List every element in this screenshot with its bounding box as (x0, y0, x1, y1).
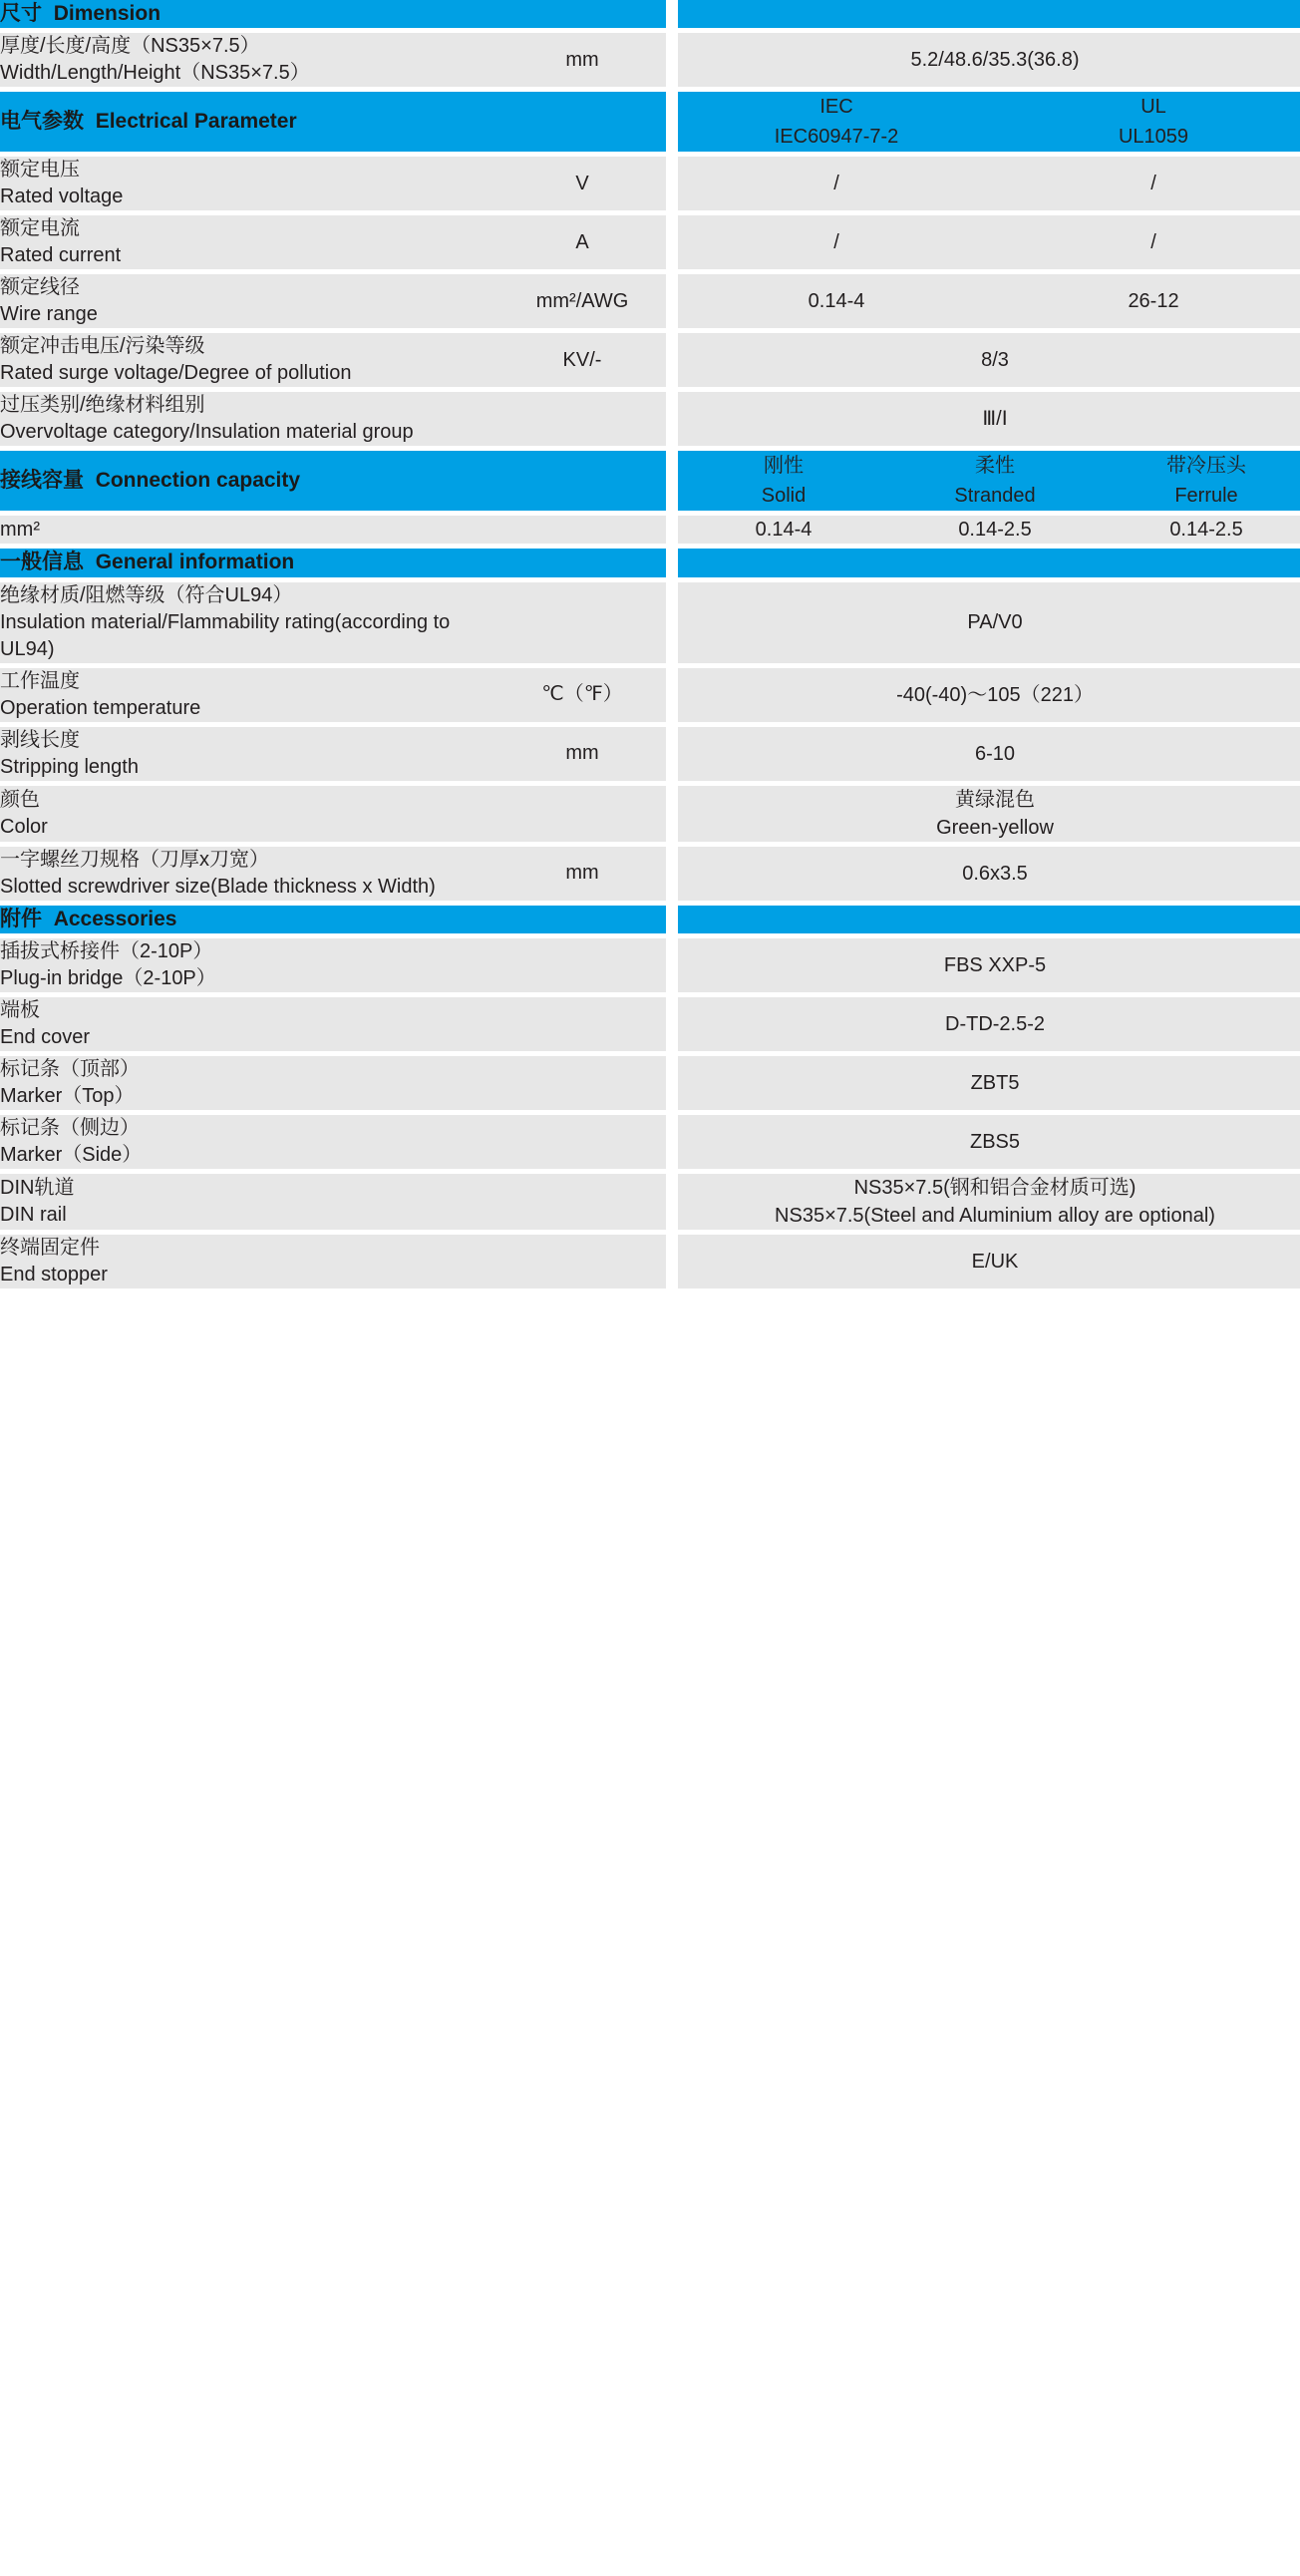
value-ul: / (1150, 173, 1156, 195)
row-values (678, 157, 1300, 210)
section-title-cn: 一般信息 (0, 551, 90, 574)
gap (666, 0, 678, 28)
row-value-en: Green-yellow (936, 816, 1054, 839)
standard-column-ul (995, 92, 1300, 152)
row-value: 0.6x3.5 (678, 847, 1300, 901)
standard-name-ul: UL (1140, 96, 1166, 119)
row-value: 8/3 (678, 333, 1300, 387)
section-right-accessories (678, 906, 1300, 933)
row-values (678, 274, 1300, 328)
row-value-en: NS35×7.5(Steel and Aluminium alloy are optional) (775, 1205, 1215, 1228)
table-row (0, 847, 1300, 901)
row-label (0, 727, 498, 781)
value-iec: / (833, 173, 839, 195)
row-label-en: Color (0, 815, 48, 838)
row-unit: ℃（℉） (498, 668, 666, 722)
row-label (0, 333, 498, 387)
row-label-cn: 额定电压 (0, 159, 80, 182)
row-label-en: End cover (0, 1026, 91, 1049)
section-title-cn: 电气参数 (0, 110, 90, 134)
table-row (0, 997, 1300, 1051)
row-label-en: Wire range (0, 303, 98, 326)
section-header-connection-capacity (0, 451, 1300, 511)
section-right-connection-capacity (678, 451, 1300, 511)
row-label-en: Marker（Side） (0, 1144, 143, 1167)
row-label (0, 1174, 666, 1230)
row-values (678, 786, 1300, 842)
conductor-column-solid (678, 451, 889, 511)
section-title-dimension (0, 0, 666, 28)
value-solid: 0.14-4 (755, 519, 812, 542)
gap (666, 549, 678, 576)
table-row (0, 1235, 1300, 1288)
row-label (0, 997, 666, 1051)
gap (666, 997, 678, 1051)
section-title-accessories (0, 906, 666, 933)
row-label-en: End stopper (0, 1264, 108, 1287)
row-unit (498, 786, 666, 842)
row-label-cn: 工作温度 (0, 669, 80, 692)
gap (666, 157, 678, 210)
row-label (0, 157, 498, 210)
gap (666, 1174, 678, 1230)
row-label-en: Marker（Top） (0, 1085, 135, 1108)
gap (666, 582, 678, 663)
row-label-cn: 端板 (0, 999, 40, 1022)
row-values (678, 1174, 1300, 1230)
table-row (0, 215, 1300, 269)
row-label-cn: 额定冲击电压/污染等级 (0, 335, 205, 358)
row-label-en: Rated surge voltage/Degree of pollution (0, 362, 352, 385)
row-unit: A (498, 215, 666, 269)
table-row (0, 333, 1300, 387)
row-label (0, 582, 498, 663)
conductor-column-stranded (889, 451, 1101, 511)
table-row (0, 668, 1300, 722)
row-unit (498, 392, 666, 446)
section-header-general-information (0, 549, 1300, 576)
value-ferrule: 0.14-2.5 (1169, 519, 1243, 542)
row-value: ZBT5 (678, 1056, 1300, 1110)
row-label (0, 1235, 666, 1288)
table-row (0, 727, 1300, 781)
row-label (0, 1115, 666, 1169)
table-row (0, 1115, 1300, 1169)
row-label-cn: 绝缘材质/阻燃等级（符合UL94） (0, 583, 293, 606)
row-label-cn: 额定线径 (0, 276, 80, 299)
section-title-en: Accessories (53, 907, 177, 930)
row-label (0, 215, 498, 269)
conductor-name-ferrule-en: Ferrule (1174, 485, 1238, 508)
section-right-dimension (678, 0, 1300, 28)
conductor-name-ferrule-cn: 带冷压头 (1166, 455, 1247, 478)
section-title-cn: 接线容量 (0, 469, 90, 493)
gap (666, 333, 678, 387)
row-value: D-TD-2.5-2 (678, 997, 1300, 1051)
section-title-connection-capacity (0, 451, 666, 511)
section-header-accessories (0, 906, 1300, 933)
value-ul: / (1150, 231, 1156, 254)
row-label (0, 1056, 666, 1110)
row-unit: mm (498, 847, 666, 901)
section-title-cn: 尺寸 (0, 2, 48, 25)
gap (666, 786, 678, 842)
gap (666, 1056, 678, 1110)
gap (666, 1115, 678, 1169)
row-value: PA/V0 (678, 582, 1300, 663)
row-unit: KV/- (498, 333, 666, 387)
table-row (0, 392, 1300, 446)
row-unit: V (498, 157, 666, 210)
section-header-electrical (0, 92, 1300, 152)
value-stranded: 0.14-2.5 (958, 519, 1032, 542)
gap (666, 1235, 678, 1288)
standard-name-iec: IEC (819, 96, 853, 119)
standard-column-iec (678, 92, 995, 152)
row-label-cn: 剥线长度 (0, 728, 80, 751)
row-value: Ⅲ/Ⅰ (678, 392, 1300, 446)
row-label-en: Slotted screwdriver size(Blade thickness x Width) (0, 875, 436, 898)
table-row (0, 33, 1300, 87)
row-label-cn: 一字螺丝刀规格（刀厚x刀宽） (0, 848, 269, 871)
section-right-electrical (678, 92, 1300, 152)
gap (666, 727, 678, 781)
row-unit: mm²/AWG (498, 274, 666, 328)
row-label (0, 274, 498, 328)
row-value-cn: NS35×7.5(钢和铝合金材质可选) (853, 1177, 1137, 1200)
section-title-electrical (0, 92, 666, 152)
table-row (0, 786, 1300, 842)
row-label-en: Stripping length (0, 755, 139, 778)
row-label-cn: 颜色 (0, 788, 40, 811)
gap (666, 392, 678, 446)
row-label (0, 938, 666, 992)
row-label-en: Plug-in bridge（2-10P） (0, 967, 216, 990)
row-label (0, 786, 498, 842)
row-label-en: Insulation material/Flammability rating(according to UL94) (0, 610, 451, 660)
row-label-cn: 厚度/长度/高度（NS35×7.5） (0, 35, 260, 58)
row-label-cn: 终端固定件 (0, 1237, 100, 1260)
gap (666, 906, 678, 933)
section-title-en: Connection capacity (95, 469, 301, 493)
row-unit: mm (498, 33, 666, 87)
table-row (0, 274, 1300, 328)
row-label (0, 392, 498, 446)
table-row (0, 516, 1300, 544)
section-title-general-information (0, 549, 666, 576)
section-header-dimension (0, 0, 1300, 28)
section-right-general-information (678, 549, 1300, 576)
row-label-cn: 标记条（顶部） (0, 1058, 140, 1081)
conductor-name-solid-en: Solid (761, 485, 807, 508)
gap (666, 938, 678, 992)
section-title-en: Electrical Parameter (95, 110, 297, 134)
row-label-en: Operation temperature (0, 696, 201, 719)
value-iec: / (833, 231, 839, 254)
row-label-en: Overvoltage category/Insulation material group (0, 421, 414, 444)
row-label-cn: DIN轨道 (0, 1177, 75, 1200)
gap (666, 274, 678, 328)
table-row (0, 1056, 1300, 1110)
gap (666, 215, 678, 269)
row-label (0, 33, 498, 87)
section-title-en: General information (95, 551, 295, 574)
table-row (0, 157, 1300, 210)
row-label-cn: 过压类别/绝缘材料组别 (0, 394, 205, 417)
gap (666, 451, 678, 511)
conductor-name-solid-cn: 刚性 (764, 455, 805, 478)
row-value: ZBS5 (678, 1115, 1300, 1169)
conductor-name-stranded-en: Stranded (954, 485, 1036, 508)
standard-code-ul: UL1059 (1118, 126, 1189, 149)
gap (666, 516, 678, 544)
table-row (0, 1174, 1300, 1230)
row-label-cn: 标记条（侧边） (0, 1117, 140, 1140)
gap (666, 847, 678, 901)
conductor-column-ferrule (1101, 451, 1300, 511)
row-values (678, 215, 1300, 269)
table-row (0, 938, 1300, 992)
gap (666, 92, 678, 152)
row-label-en: Width/Length/Height（NS35×7.5） (0, 62, 310, 85)
conductor-name-stranded-cn: 柔性 (975, 455, 1016, 478)
row-value-cn: 黄绿混色 (955, 788, 1036, 811)
gap (666, 33, 678, 87)
gap (666, 668, 678, 722)
row-label (0, 668, 498, 722)
value-iec: 0.14-4 (808, 290, 865, 313)
row-label-cn: 插拔式桥接件（2-10P） (0, 940, 213, 963)
standard-code-iec: IEC60947-7-2 (774, 126, 899, 149)
row-label-en: Rated voltage (0, 185, 124, 208)
row-label-en: DIN rail (0, 1204, 67, 1227)
row-value: -40(-40)～105（221） (678, 668, 1300, 722)
row-label-cn: 额定电流 (0, 217, 80, 240)
section-title-cn: 附件 (0, 907, 48, 930)
row-values (678, 516, 1300, 544)
row-value: 6-10 (678, 727, 1300, 781)
row-value: 5.2/48.6/35.3(36.8) (678, 33, 1300, 87)
table-row (0, 582, 1300, 663)
row-label (0, 516, 666, 544)
value-ul: 26-12 (1128, 290, 1179, 313)
row-unit (498, 582, 666, 663)
row-label (0, 847, 498, 901)
row-label-en: mm² (0, 518, 40, 541)
row-unit: mm (498, 727, 666, 781)
row-value: E/UK (678, 1235, 1300, 1288)
section-title-en: Dimension (53, 2, 162, 25)
row-value: FBS XXP-5 (678, 938, 1300, 992)
row-label-en: Rated current (0, 244, 122, 267)
